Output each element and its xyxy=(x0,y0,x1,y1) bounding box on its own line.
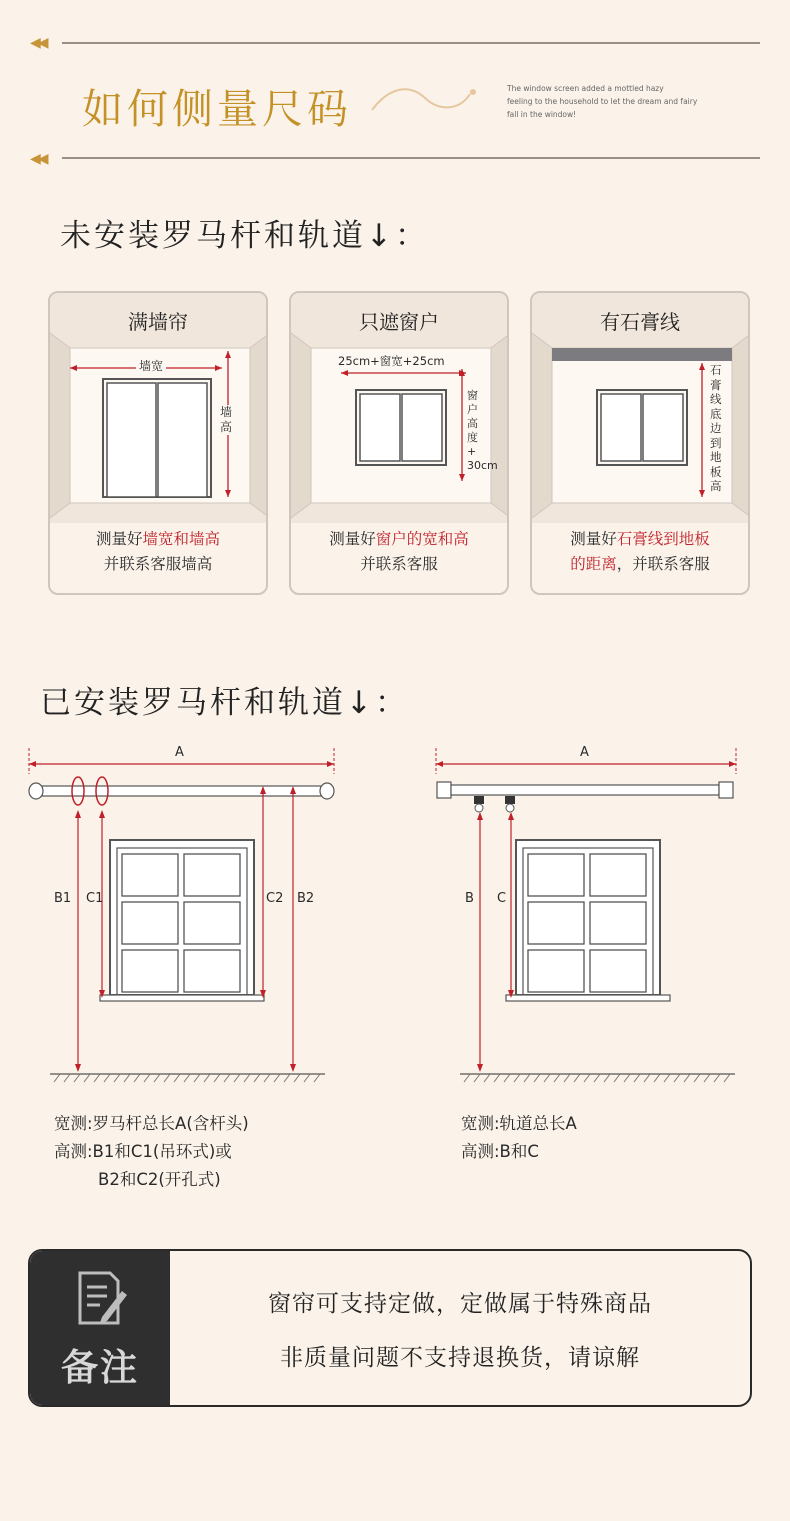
instruction-line: 宽测:罗马杆总长A(含杆头) xyxy=(54,1114,249,1133)
document-pen-icon xyxy=(76,1269,128,1327)
card-full-wall xyxy=(48,291,268,595)
header-english-caption xyxy=(507,82,727,121)
card-description xyxy=(291,527,507,577)
dim-height-label xyxy=(467,389,498,473)
dim-char: 石 xyxy=(710,363,722,377)
text-line: 并联系客服墙高 xyxy=(103,555,213,573)
instruction-line: 宽测:轨道总长A xyxy=(461,1114,577,1133)
dim-char: 边 xyxy=(710,421,722,435)
dim-label-b1: B1 xyxy=(54,891,72,906)
dim-char: 到 xyxy=(710,435,722,450)
text-highlight: 墙宽和墙高 xyxy=(142,530,221,548)
header-divider-top xyxy=(62,42,760,44)
dim-width-label: 墙宽 xyxy=(136,357,166,374)
text-plain: ，并联系客服 xyxy=(616,555,710,573)
card-title: 只遮窗户 xyxy=(359,310,439,334)
note-label: 备注 xyxy=(61,1346,139,1389)
note-label-panel xyxy=(30,1251,170,1405)
decorative-swirl-icon xyxy=(370,80,480,120)
section-heading-installed: 已安装罗马杆和轨道↓： xyxy=(40,685,409,721)
card-description xyxy=(50,527,266,577)
instructions-rod xyxy=(54,1110,249,1194)
dim-char: 线 xyxy=(710,392,722,406)
dim-char: 底 xyxy=(710,406,722,421)
note-box xyxy=(28,1249,752,1407)
dim-label-b2: B2 xyxy=(297,891,315,906)
double-arrow-left-icon: ◀◀ xyxy=(30,35,46,51)
card-title: 满墙帘 xyxy=(128,310,188,334)
dim-label-c1: C1 xyxy=(86,891,104,906)
dim-label-a: A xyxy=(580,745,589,760)
double-arrow-left-icon: ◀◀ xyxy=(30,151,46,167)
card-gypsum-line xyxy=(530,291,750,595)
dim-char: 高 xyxy=(710,479,722,493)
dim-char: + xyxy=(467,445,477,458)
caption-line: fall in the window! xyxy=(507,110,577,119)
dim-char: 地 xyxy=(710,450,722,464)
caption-line: feeling to the household to let the dream and fairy xyxy=(507,97,698,106)
instruction-line: B2和C2(开孔式) xyxy=(98,1170,221,1189)
text-plain: 测量好 xyxy=(570,530,617,548)
card-title: 有石膏线 xyxy=(600,310,680,334)
text-highlight: 窗户的宽和高 xyxy=(375,530,469,548)
section-heading-uninstalled: 未安装罗马杆和轨道↓： xyxy=(60,218,429,254)
card-description xyxy=(532,527,748,577)
dim-char: 户 xyxy=(467,403,478,416)
instruction-line: 高测:B和C xyxy=(461,1142,539,1161)
note-line-2: 非质量问题不支持退换货，请谅解 xyxy=(280,1345,640,1371)
card-window-only xyxy=(289,291,509,595)
instruction-line: 高测:B1和C1(吊环式)或 xyxy=(54,1142,232,1161)
dim-char: 墙 xyxy=(220,405,233,419)
text-highlight: 的距离 xyxy=(570,555,617,573)
dim-char: 板 xyxy=(710,464,722,479)
text-plain: 测量好 xyxy=(329,530,376,548)
page-title: 如何侧量尺码 xyxy=(82,85,352,133)
track-diagram xyxy=(425,740,745,1090)
dim-char: 30cm xyxy=(467,459,498,472)
caption-line: The window screen added a mottled hazy xyxy=(507,84,664,93)
dim-label-c: C xyxy=(497,891,507,906)
text-plain: 测量好 xyxy=(95,530,143,548)
dim-height-label xyxy=(220,405,232,435)
dim-char: 度 xyxy=(467,431,478,444)
dim-char: 窗 xyxy=(467,389,478,402)
dim-label-a: A xyxy=(175,745,184,760)
note-line-1: 窗帘可支持定做，定做属于特殊商品 xyxy=(268,1291,652,1317)
header-divider-bottom xyxy=(62,157,760,159)
dim-label-c2: C2 xyxy=(266,891,284,906)
dim-height-label xyxy=(710,363,722,494)
instructions-track xyxy=(461,1110,577,1166)
dim-label-b: B xyxy=(465,891,474,906)
dim-char: 膏 xyxy=(710,377,722,392)
dim-char: 高 xyxy=(467,417,478,430)
dim-width-label: 25cm+窗宽+25cm xyxy=(338,354,445,368)
text-line: 并联系客服 xyxy=(360,555,438,573)
dim-char: 高 xyxy=(220,420,233,434)
text-highlight: 石膏线到地板 xyxy=(616,530,710,548)
roman-rod-diagram xyxy=(20,740,340,1090)
